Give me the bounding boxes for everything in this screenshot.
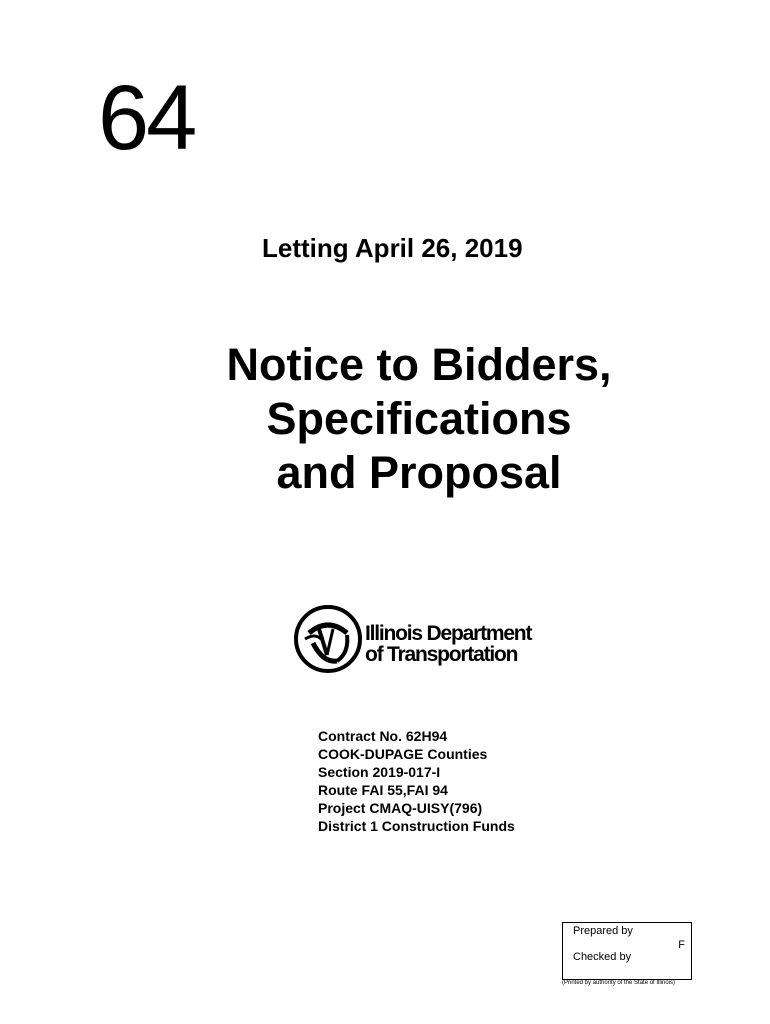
counties: COOK-DUPAGE Counties	[318, 746, 488, 762]
logo-line-2: of Transportation	[365, 643, 518, 666]
checked-by-label: Checked by	[573, 951, 632, 963]
idot-logo-text	[365, 623, 531, 665]
contract-number: Contract No. 62H94	[318, 728, 448, 744]
review-mark: F	[678, 939, 685, 951]
title-line-1: Notice to Bidders,	[226, 339, 612, 390]
letting-date: Letting April 26, 2019	[262, 233, 523, 263]
project: Project CMAQ-UISY(796)	[318, 800, 483, 816]
page-number: 64	[98, 67, 195, 169]
review-box	[562, 922, 692, 980]
printed-by-footnote: (Printed by authority of the State of Illinois)	[562, 980, 676, 986]
idot-emblem-icon	[293, 603, 363, 675]
document-title	[0, 338, 770, 500]
title-line-2: Specifications	[266, 393, 572, 444]
prepared-by-label: Prepared by	[573, 925, 633, 937]
section: Section 2019-017-I	[318, 764, 441, 780]
idot-logo	[293, 603, 553, 678]
logo-line-1: Illinois Department	[365, 622, 532, 645]
contract-info	[318, 727, 515, 835]
route: Route FAI 55,FAI 94	[318, 782, 448, 798]
title-line-3: and Proposal	[276, 447, 562, 498]
district: District 1 Construction Funds	[318, 818, 515, 834]
